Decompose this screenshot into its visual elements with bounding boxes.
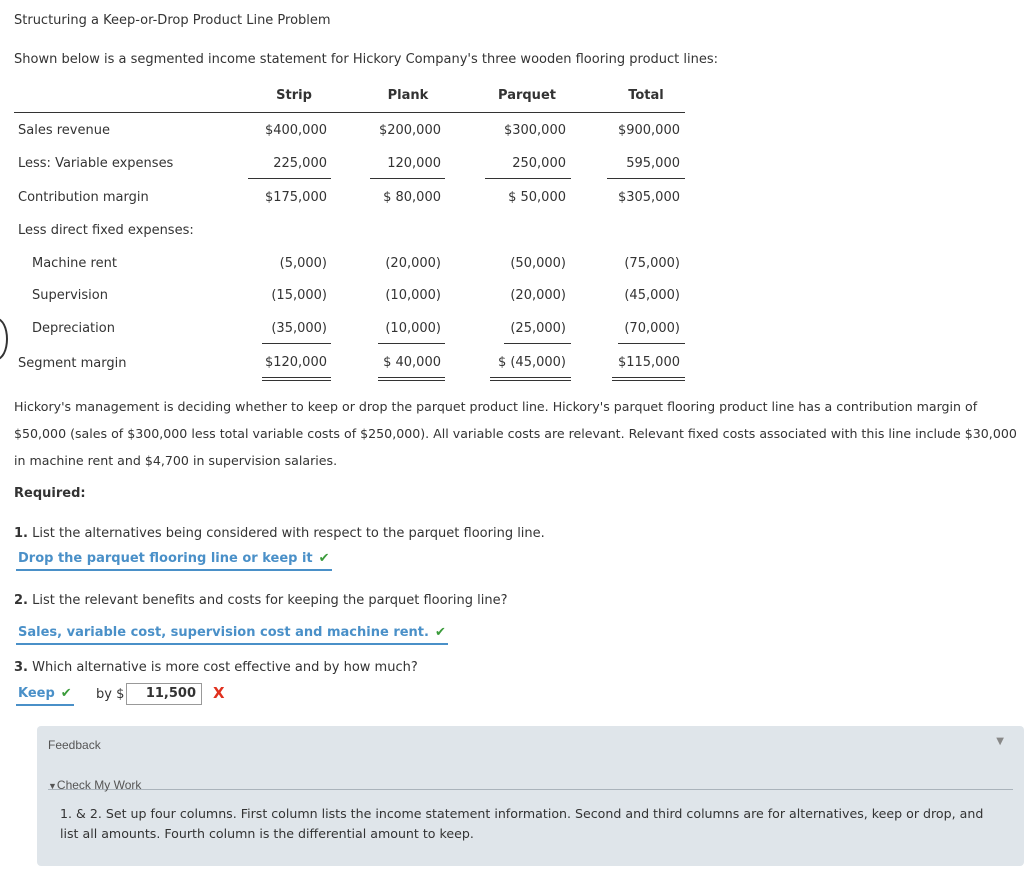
- underline: [607, 178, 685, 179]
- amount-input[interactable]: 11,500: [126, 683, 202, 705]
- cell-value: $ 40,000: [383, 355, 441, 370]
- header-strip: Strip: [276, 88, 312, 103]
- header-parquet: Parquet: [498, 88, 556, 103]
- cell-value: $120,000: [264, 355, 327, 370]
- feedback-label: Feedback: [48, 738, 101, 752]
- answer-2[interactable]: [16, 625, 448, 645]
- answer-3-select[interactable]: [16, 686, 74, 706]
- underline: [370, 178, 445, 179]
- question-2: [14, 593, 508, 608]
- cell-value: (10,000): [385, 288, 441, 303]
- answer-text: Keep: [18, 686, 55, 701]
- cell-value: $305,000: [617, 190, 680, 205]
- row-label: Contribution margin: [18, 190, 149, 205]
- problem-paragraph: Hickory's management is deciding whether to keep or drop the parquet product line. Hickory's parquet flooring product line has a contribution margin of $50,000 (sales of $300,000 less total variable costs of $250,000). All variable costs are relevant. Relevant fixed costs associated with this line include $30,000 in machine rent and $4,700 in supervision salaries.: [14, 399, 1017, 468]
- cell-value: (20,000): [510, 288, 566, 303]
- collapse-arrow-icon[interactable]: ▼: [996, 736, 1004, 747]
- underline: [485, 178, 571, 179]
- row-label: Machine rent: [32, 256, 117, 271]
- cell-value: $115,000: [617, 355, 680, 370]
- double-underline: [378, 380, 445, 381]
- cell-value: $400,000: [264, 123, 327, 138]
- cell-value: (5,000): [279, 256, 327, 271]
- row-label: Less: Variable expenses: [18, 156, 174, 171]
- question-number: 3.: [14, 660, 28, 675]
- question-text: List the relevant benefits and costs for keeping the parquet flooring line?: [32, 593, 508, 608]
- cell-value: $900,000: [617, 123, 680, 138]
- feedback-text: 1. & 2. Set up four columns. First column lists the income statement information. Second and third columns are for alternatives, keep or drop, and list all amounts. Fourth column is the differential amount to keep.: [60, 806, 984, 841]
- cell-value: 250,000: [512, 156, 566, 171]
- feedback-panel: [37, 726, 1024, 866]
- double-underline: [490, 380, 571, 381]
- row-label: Less direct fixed expenses:: [18, 223, 194, 238]
- question-1: [14, 526, 545, 541]
- question-3: [14, 660, 418, 675]
- row-label: Depreciation: [32, 321, 115, 336]
- cell-value: (75,000): [624, 256, 680, 271]
- cell-value: (50,000): [510, 256, 566, 271]
- cell-value: (35,000): [271, 321, 327, 336]
- cell-value: (25,000): [510, 321, 566, 336]
- incorrect-x-icon: X: [213, 684, 225, 702]
- cell-value: $300,000: [503, 123, 566, 138]
- question-text: Which alternative is more cost effective and by how much?: [32, 660, 418, 675]
- row-label: Segment margin: [18, 356, 127, 371]
- underline: [618, 343, 685, 344]
- page-title: Structuring a Keep-or-Drop Product Line Problem: [14, 13, 331, 28]
- triangle-down-icon: ▼: [48, 781, 57, 791]
- double-underline: [612, 380, 685, 381]
- cell-value: $175,000: [264, 190, 327, 205]
- row-label: Supervision: [32, 288, 108, 303]
- row-label: Sales revenue: [18, 123, 110, 138]
- answer-1[interactable]: [16, 551, 332, 571]
- required-label: Required:: [14, 486, 86, 501]
- answer-text: Sales, variable cost, supervision cost and machine rent.: [18, 625, 429, 640]
- feedback-divider: [48, 789, 1013, 790]
- answer-text: Drop the parquet flooring line or keep it: [18, 551, 313, 566]
- double-underline: [490, 377, 571, 378]
- side-bracket: [0, 318, 8, 360]
- underline: [504, 343, 571, 344]
- cell-value: 595,000: [626, 156, 680, 171]
- intro-text: Shown below is a segmented income statement for Hickory Company's three wooden flooring product lines:: [14, 52, 719, 67]
- check-my-work-label: Check My Work: [56, 778, 142, 792]
- cell-value: (10,000): [385, 321, 441, 336]
- cell-value: $ 80,000: [383, 190, 441, 205]
- question-number: 1.: [14, 526, 28, 541]
- cell-value: (70,000): [624, 321, 680, 336]
- cell-value: (45,000): [624, 288, 680, 303]
- cell-value: (20,000): [385, 256, 441, 271]
- header-plank: Plank: [387, 88, 429, 103]
- underline: [262, 343, 331, 344]
- double-underline: [378, 377, 445, 378]
- question-text: List the alternatives being considered with respect to the parquet flooring line.: [32, 526, 545, 541]
- checkmark-icon: ✔: [60, 686, 72, 701]
- underline: [248, 178, 331, 179]
- double-underline: [612, 377, 685, 378]
- double-underline: [262, 380, 331, 381]
- cell-value: 225,000: [273, 156, 327, 171]
- cell-value: 120,000: [387, 156, 441, 171]
- cell-value: (15,000): [271, 288, 327, 303]
- header-total: Total: [628, 88, 664, 103]
- check-my-work-toggle[interactable]: [48, 778, 141, 792]
- checkmark-icon: ✔: [434, 625, 446, 640]
- cell-value: $ (45,000): [497, 355, 566, 370]
- header-divider: [14, 112, 685, 113]
- cell-value: $ 50,000: [508, 190, 566, 205]
- underline: [378, 343, 445, 344]
- cell-value: $200,000: [378, 123, 441, 138]
- by-dollar-label: by $: [96, 687, 125, 702]
- double-underline: [262, 377, 331, 378]
- question-number: 2.: [14, 593, 28, 608]
- checkmark-icon: ✔: [318, 551, 330, 566]
